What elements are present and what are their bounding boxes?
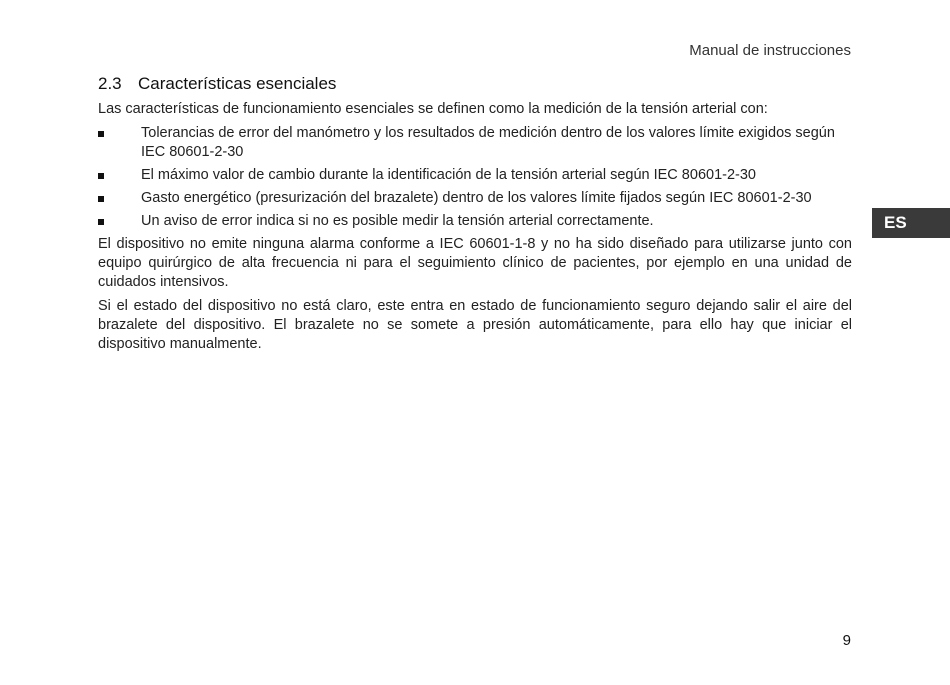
list-item	[98, 212, 852, 231]
characteristics-list	[98, 124, 852, 231]
list-item	[98, 124, 852, 162]
list-item-text: El máximo valor de cambio durante la identificación de la tensión arterial según IEC 80601-2-30	[141, 167, 756, 183]
page-number: 9	[842, 632, 851, 649]
running-header: Manual de instrucciones	[689, 42, 851, 59]
intro-paragraph: Las características de funcionamiento esenciales se definen como la medición de la tensión arterial con:	[98, 101, 768, 117]
list-item	[98, 166, 852, 185]
square-bullet-icon	[98, 219, 104, 225]
list-item-text: Gasto energético (presurización del brazalete) dentro de los valores límite fijados según IEC 80601-2-30	[141, 190, 812, 206]
language-tab: ES	[872, 208, 950, 238]
list-item	[98, 189, 852, 208]
list-item-text: Tolerancias de error del manómetro y los resultados de medición dentro de los valores límite exigidos según IEC 80601-2-30	[141, 125, 835, 160]
main-content	[98, 74, 852, 359]
section-heading	[98, 74, 852, 94]
section-number: 2.3	[98, 74, 122, 93]
section-title: Características esenciales	[138, 74, 337, 93]
square-bullet-icon	[98, 173, 104, 179]
safe-state-paragraph: Si el estado del dispositivo no está claro, este entra en estado de funcionamiento seguro dejando salir el aire del brazalete del dispositivo. El brazalete no se somete a presión automáticamente, para ello hay que iniciar el dispositivo manualmente.	[98, 298, 852, 352]
square-bullet-icon	[98, 196, 104, 202]
alarm-paragraph: El dispositivo no emite ninguna alarma conforme a IEC 60601-1-8 y no ha sido diseñado para utilizarse junto con equipo quirúrgico de alta frecuencia ni para el seguimiento clínico de pacientes, por ejemplo en una unidad de cuidados intensivos.	[98, 236, 852, 290]
list-item-text: Un aviso de error indica si no es posible medir la tensión arterial correctamente.	[141, 213, 654, 229]
square-bullet-icon	[98, 131, 104, 137]
